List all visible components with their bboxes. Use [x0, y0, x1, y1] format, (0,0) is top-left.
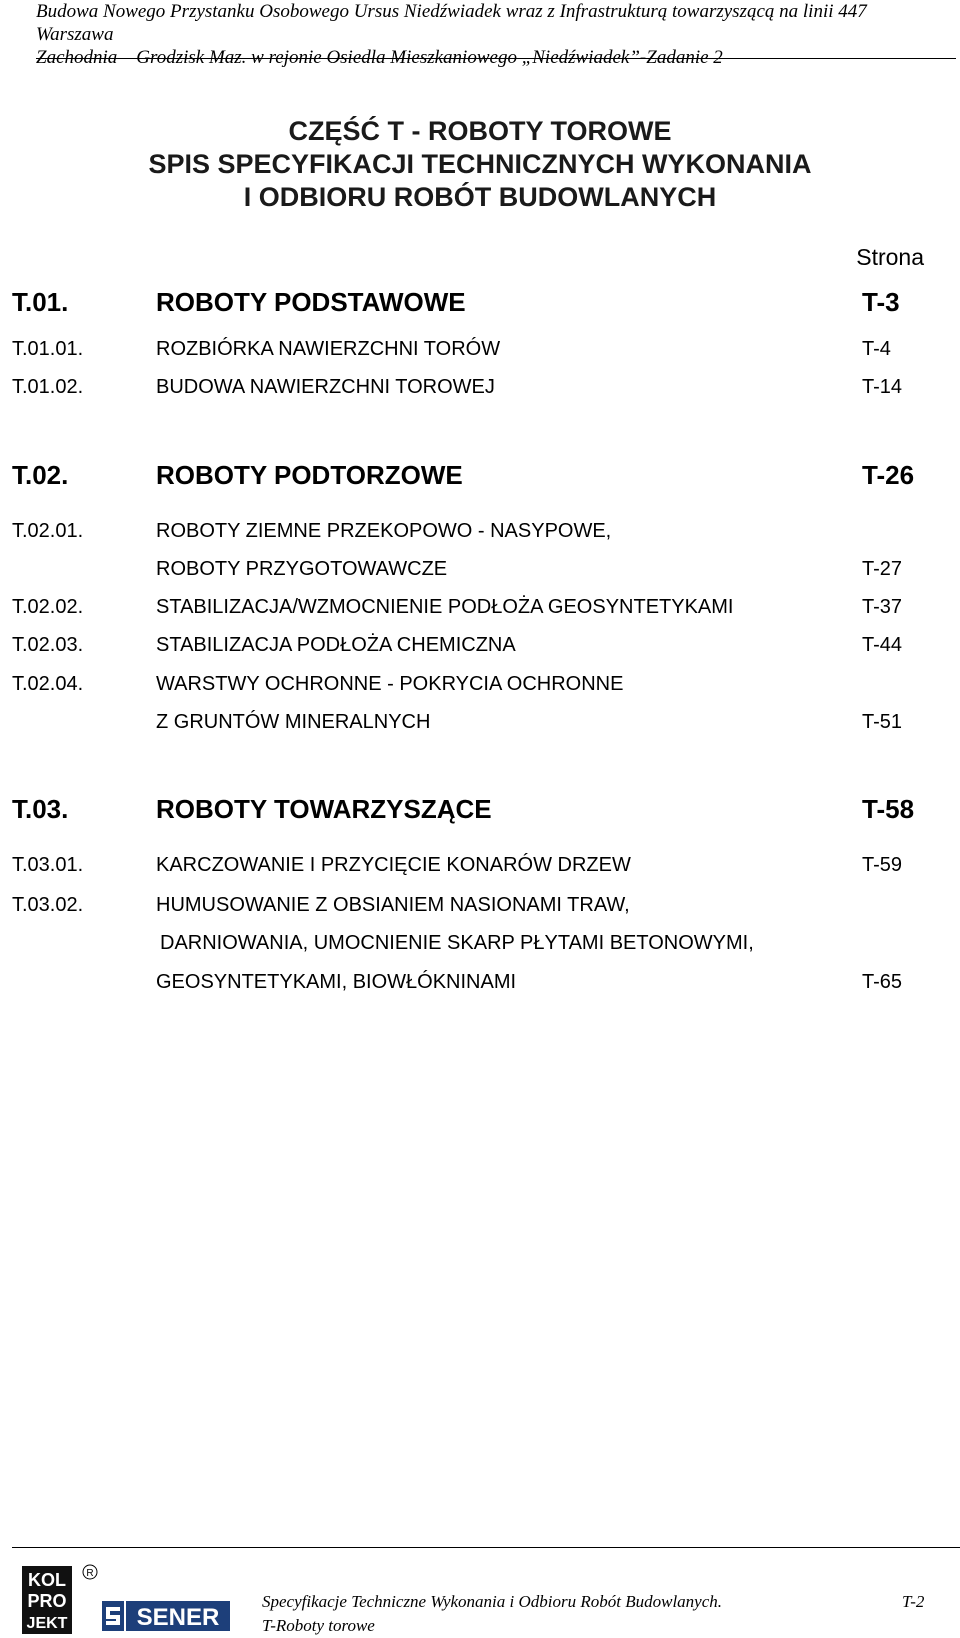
toc-page: T-37 [862, 596, 903, 618]
toc-title-continued: Z GRUNTÓW MINERALNYCH [156, 711, 431, 733]
toc-title-continued: ROBOTY PRZYGOTOWAWCZE [156, 558, 448, 580]
toc-page: T-58 [862, 794, 915, 824]
toc-title: ROBOTY PODTORZOWE [156, 460, 463, 490]
page-number: T-2 [902, 1592, 925, 1611]
toc-code: T.02.01. [12, 520, 84, 542]
toc-code: T.02.03. [12, 634, 84, 656]
sener-emblem-icon [106, 1607, 120, 1625]
logo-text-jekt: JEKT [26, 1615, 68, 1632]
registered-mark-text: R [86, 1568, 94, 1579]
title-line-2: SPIS SPECYFIKACJI TECHNICZNYCH WYKONANIA [148, 149, 812, 179]
toc-title: STABILIZACJA PODŁOŻA CHEMICZNA [156, 634, 516, 656]
toc-code: T.03.02. [12, 894, 84, 916]
toc-page: T-3 [862, 287, 900, 317]
toc-title: BUDOWA NAWIERZCHNI TOROWEJ [156, 376, 495, 398]
toc-title: KARCZOWANIE I PRZYCIĘCIE KONARÓW DRZEW [156, 854, 631, 876]
toc-title-continued: DARNIOWANIA, UMOCNIENIE SKARP PŁYTAMI BETONOWYMI, [160, 932, 754, 954]
page-column-label: Strona [856, 244, 924, 270]
toc-section-t03[interactable] [12, 794, 927, 824]
toc-item-t0201[interactable] [12, 520, 927, 588]
toc-title: HUMUSOWANIE Z OBSIANIEM NASIONAMI TRAW, [156, 894, 630, 916]
footer-divider [12, 1547, 960, 1548]
toc-title: ROBOTY TOWARZYSZĄCE [156, 794, 492, 824]
toc-page: T-26 [862, 460, 915, 490]
toc-code: T.03. [12, 794, 69, 824]
toc-item-t0102[interactable] [12, 376, 927, 406]
toc-code: T.01.02. [12, 376, 84, 398]
document-title [0, 115, 960, 214]
toc-section-t01[interactable] [12, 287, 927, 317]
toc-page: T-4 [862, 338, 891, 360]
toc-item-t0202[interactable] [12, 596, 927, 626]
toc-title: ROBOTY ZIEMNE PRZEKOPOWO - NASYPOWE, [156, 520, 612, 542]
toc-code: T.01. [12, 287, 69, 317]
toc-page: T-14 [862, 376, 903, 398]
header-line-1: Budowa Nowego Przystanku Osobowego Ursus Niedźwiadek wraz z Infrastrukturą towarzyszącą na linii 447 Warszawa [36, 1, 867, 45]
toc-item-t0302[interactable] [12, 894, 927, 1002]
kolprojekt-logo [22, 1566, 80, 1634]
toc-page: T-27 [862, 558, 903, 580]
toc-code: T.01.01. [12, 338, 84, 360]
toc-page: T-44 [862, 634, 903, 656]
toc-section-t02[interactable] [12, 460, 927, 490]
logo-text-pro: PRO [27, 1591, 67, 1611]
toc-code: T.03.01. [12, 854, 84, 876]
footer-document-title [262, 1590, 722, 1638]
header-divider [36, 58, 956, 59]
footer-line-1: Specyfikacje Techniczne Wykonania i Odbioru Robót Budowlanych. [262, 1592, 723, 1611]
toc-title-continued-2: GEOSYNTETYKAMI, BIOWŁÓKNINAMI [156, 971, 517, 993]
title-line-3: I ODBIORU ROBÓT BUDOWLANYCH [243, 182, 717, 212]
toc-code: T.02. [12, 460, 69, 490]
toc-item-t0301[interactable] [12, 854, 927, 884]
toc-title: WARSTWY OCHRONNE - POKRYCIA OCHRONNE [156, 673, 624, 695]
registered-mark-icon [82, 1564, 98, 1580]
sener-logo [102, 1597, 230, 1635]
toc-item-t0204[interactable] [12, 673, 927, 741]
sener-logo-text: SENER [136, 1604, 220, 1631]
toc-title: ROZBIÓRKA NAWIERZCHNI TORÓW [156, 338, 501, 360]
toc-item-t0101[interactable] [12, 338, 927, 368]
toc-page: T-59 [862, 854, 903, 876]
toc-title: STABILIZACJA/WZMOCNIENIE PODŁOŻA GEOSYNTETYKAMI [156, 596, 734, 618]
toc-page: T-65 [862, 971, 903, 993]
footer-line-2: T-Roboty torowe [262, 1616, 375, 1635]
toc-item-t0203[interactable] [12, 634, 927, 664]
header-line-2: Zachodnia – Grodzisk Maz. w rejonie Osiedla Mieszkaniowego „Niedźwiadek”-Zadanie 2 [36, 47, 723, 68]
logo-text-kol: KOL [28, 1570, 66, 1590]
title-line-1: CZĘŚĆ T - ROBOTY TOROWE [288, 116, 672, 146]
toc-code: T.02.04. [12, 673, 84, 695]
toc-page: T-51 [862, 711, 903, 733]
toc-code: T.02.02. [12, 596, 84, 618]
toc-title: ROBOTY PODSTAWOWE [156, 287, 466, 317]
